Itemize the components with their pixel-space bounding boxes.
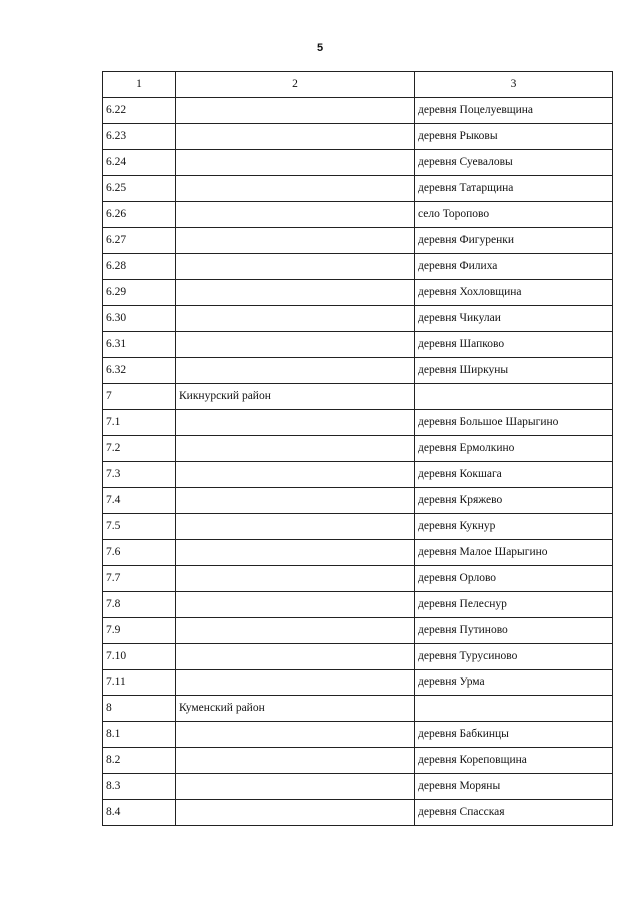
settlement-cell: деревня Малое Шарыгино	[415, 540, 613, 566]
row-number-cell: 6.32	[103, 358, 176, 384]
district-cell	[176, 774, 415, 800]
settlement-cell: деревня Урма	[415, 670, 613, 696]
district-cell	[176, 514, 415, 540]
district-cell	[176, 592, 415, 618]
settlement-cell: деревня Моряны	[415, 774, 613, 800]
table-row	[103, 410, 613, 436]
district-cell	[176, 462, 415, 488]
district-cell	[176, 722, 415, 748]
table-row	[103, 124, 613, 150]
table-row	[103, 436, 613, 462]
district-cell	[176, 358, 415, 384]
settlement-cell: деревня Чикулаи	[415, 306, 613, 332]
table-row	[103, 800, 613, 826]
table-row	[103, 748, 613, 774]
settlements-table	[102, 71, 613, 826]
row-number-cell: 7.1	[103, 410, 176, 436]
settlement-cell: деревня Турусиново	[415, 644, 613, 670]
row-number-cell: 8.4	[103, 800, 176, 826]
row-number-cell: 7.11	[103, 670, 176, 696]
row-number-cell: 6.31	[103, 332, 176, 358]
row-number-cell: 6.26	[103, 202, 176, 228]
settlement-cell: деревня Хохловщина	[415, 280, 613, 306]
district-cell	[176, 150, 415, 176]
settlement-cell: село Торопово	[415, 202, 613, 228]
settlement-cell: деревня Спасская	[415, 800, 613, 826]
district-cell	[176, 124, 415, 150]
table-row	[103, 540, 613, 566]
table-row	[103, 644, 613, 670]
table-row	[103, 670, 613, 696]
settlement-cell: деревня Фигуренки	[415, 228, 613, 254]
row-number-cell: 7.3	[103, 462, 176, 488]
row-number-cell: 7.9	[103, 618, 176, 644]
settlement-cell: деревня Татарщина	[415, 176, 613, 202]
row-number-cell: 6.30	[103, 306, 176, 332]
row-number-cell: 8.1	[103, 722, 176, 748]
district-cell: Кикнурский район	[176, 384, 415, 410]
settlement-cell: деревня Орлово	[415, 566, 613, 592]
district-cell	[176, 488, 415, 514]
settlement-cell	[415, 696, 613, 722]
district-cell	[176, 410, 415, 436]
settlement-cell: деревня Филиха	[415, 254, 613, 280]
settlement-cell: деревня Кряжево	[415, 488, 613, 514]
table-row	[103, 202, 613, 228]
table-header-row	[103, 72, 613, 98]
district-cell	[176, 618, 415, 644]
table-row	[103, 462, 613, 488]
settlement-cell: деревня Большое Шарыгино	[415, 410, 613, 436]
row-number-cell: 8.2	[103, 748, 176, 774]
table-row	[103, 384, 613, 410]
district-cell	[176, 202, 415, 228]
settlement-cell: деревня Поцелуевщина	[415, 98, 613, 124]
district-cell	[176, 644, 415, 670]
row-number-cell: 8	[103, 696, 176, 722]
settlement-cell: деревня Шапково	[415, 332, 613, 358]
settlement-cell: деревня Кукнур	[415, 514, 613, 540]
district-cell	[176, 540, 415, 566]
settlement-cell: деревня Рыковы	[415, 124, 613, 150]
table-row	[103, 280, 613, 306]
row-number-cell: 7.2	[103, 436, 176, 462]
table-row	[103, 254, 613, 280]
table-row	[103, 592, 613, 618]
row-number-cell: 8.3	[103, 774, 176, 800]
table-row	[103, 774, 613, 800]
settlement-cell: деревня Бабкинцы	[415, 722, 613, 748]
table-row	[103, 150, 613, 176]
district-cell: Куменский район	[176, 696, 415, 722]
table-row	[103, 306, 613, 332]
table-row	[103, 358, 613, 384]
row-number-cell: 6.28	[103, 254, 176, 280]
column-header-district: 2	[176, 72, 415, 98]
table-row	[103, 722, 613, 748]
row-number-cell: 7.7	[103, 566, 176, 592]
row-number-cell: 7.5	[103, 514, 176, 540]
table-row	[103, 332, 613, 358]
table-row	[103, 176, 613, 202]
table-row	[103, 514, 613, 540]
row-number-cell: 6.23	[103, 124, 176, 150]
district-cell	[176, 566, 415, 592]
settlement-cell: деревня Суеваловы	[415, 150, 613, 176]
settlement-cell: деревня Ермолкино	[415, 436, 613, 462]
district-cell	[176, 332, 415, 358]
table-row	[103, 618, 613, 644]
district-cell	[176, 228, 415, 254]
row-number-cell: 6.25	[103, 176, 176, 202]
table-row	[103, 228, 613, 254]
settlement-cell: деревня Пелеснур	[415, 592, 613, 618]
district-cell	[176, 280, 415, 306]
district-cell	[176, 748, 415, 774]
settlement-cell: деревня Путиново	[415, 618, 613, 644]
district-cell	[176, 98, 415, 124]
row-number-cell: 6.22	[103, 98, 176, 124]
settlement-cell: деревня Кореповщина	[415, 748, 613, 774]
table-row	[103, 488, 613, 514]
row-number-cell: 6.27	[103, 228, 176, 254]
settlement-cell: деревня Кокшага	[415, 462, 613, 488]
district-cell	[176, 436, 415, 462]
column-header-number: 1	[103, 72, 176, 98]
settlement-cell	[415, 384, 613, 410]
column-header-settlement: 3	[415, 72, 613, 98]
district-cell	[176, 254, 415, 280]
table-row	[103, 98, 613, 124]
page-number: 5	[316, 42, 324, 54]
row-number-cell: 7.8	[103, 592, 176, 618]
district-cell	[176, 306, 415, 332]
row-number-cell: 7.10	[103, 644, 176, 670]
row-number-cell: 6.29	[103, 280, 176, 306]
table-row	[103, 696, 613, 722]
table-row	[103, 566, 613, 592]
row-number-cell: 7.6	[103, 540, 176, 566]
table-body	[103, 98, 613, 826]
row-number-cell: 6.24	[103, 150, 176, 176]
settlement-cell: деревня Ширкуны	[415, 358, 613, 384]
district-cell	[176, 176, 415, 202]
district-cell	[176, 670, 415, 696]
row-number-cell: 7	[103, 384, 176, 410]
district-cell	[176, 800, 415, 826]
row-number-cell: 7.4	[103, 488, 176, 514]
